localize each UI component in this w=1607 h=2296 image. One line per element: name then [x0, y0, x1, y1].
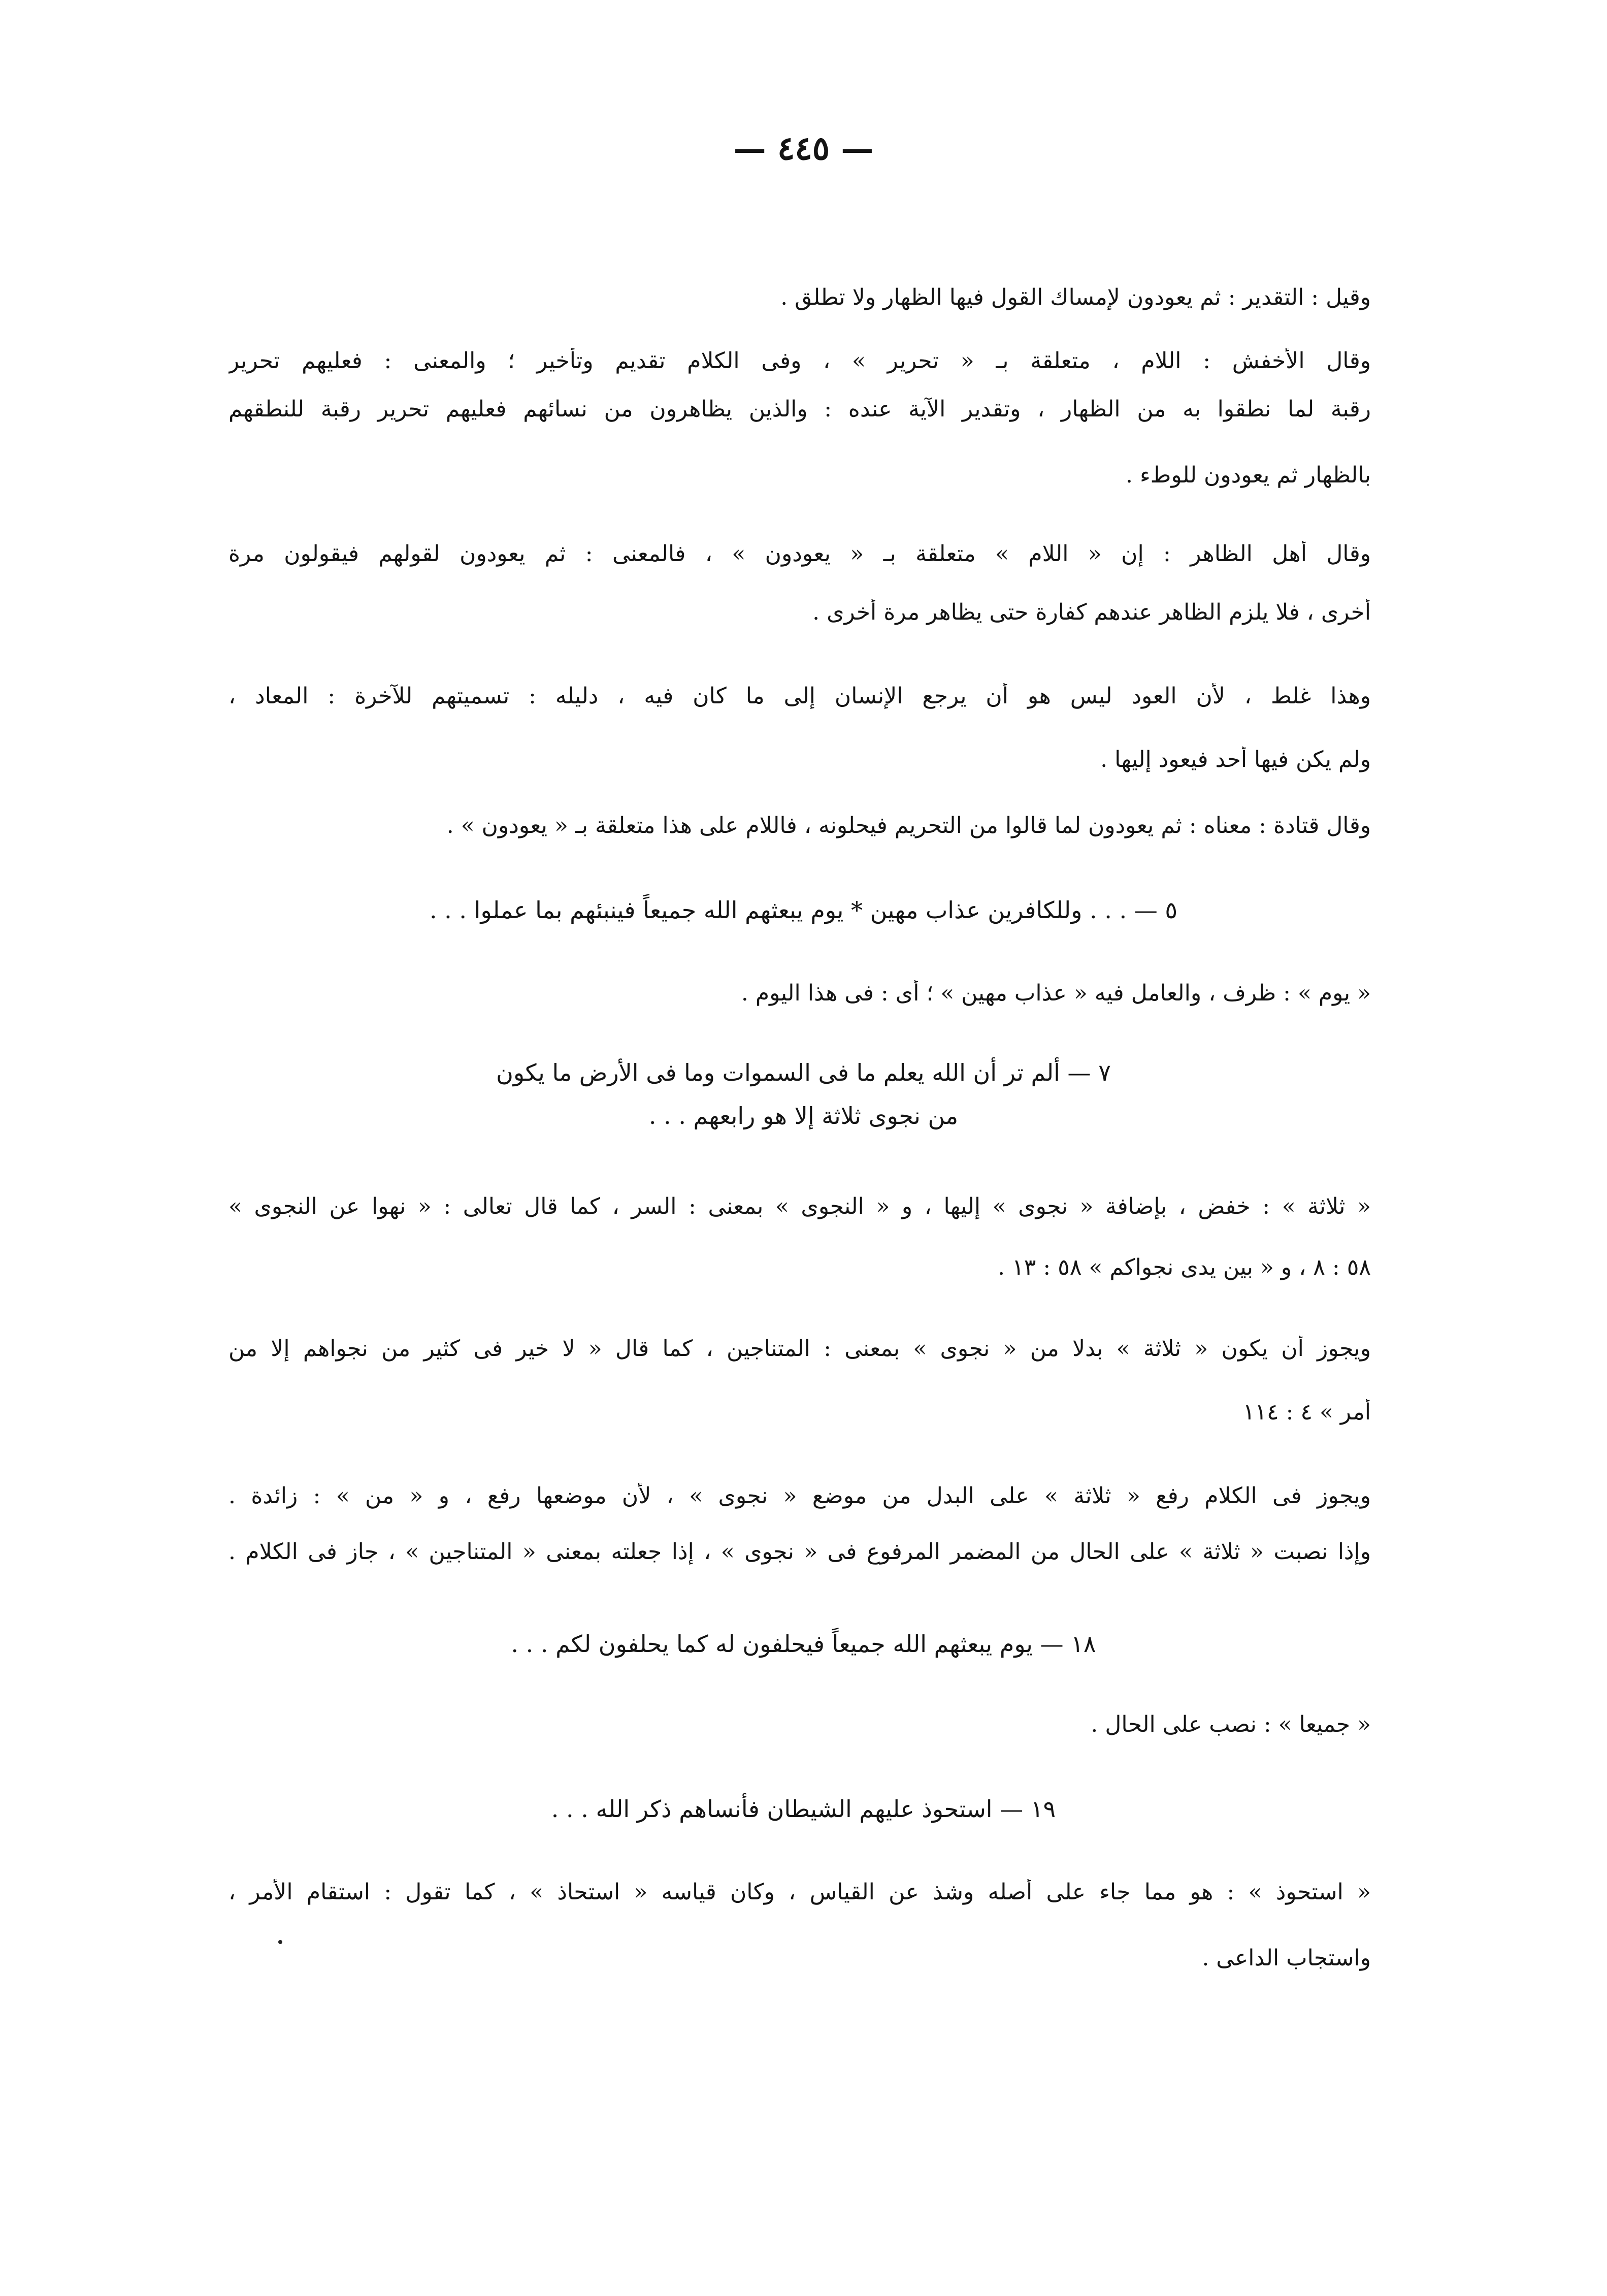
paragraph-line: وقال أهل الظاهر : إن « اللام » متعلقة بـ « يعودون » ، فالمعنى : ثم يعودون لقولهم فيقولون مرة [228, 541, 1371, 567]
quran-verse: ٧ — ألم تر أن الله يعلم ما فى السموات وما فى الأرض ما يكون [496, 1059, 1111, 1086]
ink-speck [278, 1940, 282, 1944]
paragraph-line: وإذا نصبت « ثلاثة » على الحال من المضمر المرفوع فى « نجوى » ، إذا جعلته بمعنى « المتناجين » ، جاز فى الكلام . [228, 1539, 1371, 1565]
paragraph-line: وقال الأخفش : اللام ، متعلقة بـ « تحرير » ، وفى الكلام تقديم وتأخير ؛ والمعنى : فعليهم تحرير [228, 348, 1371, 374]
paragraph-line: أخرى ، فلا يلزم الظاهر عندهم كفارة حتى يظاهر مرة أخرى . [812, 599, 1371, 625]
paragraph-line: بالظهار ثم يعودون للوطء . [1126, 462, 1371, 488]
paragraph-line: واستجاب الداعى . [1202, 1945, 1371, 1971]
quran-verse: ١٨ — يوم يبعثهم الله جميعاً فيحلفون له كما يحلفون لكم . . . [511, 1630, 1096, 1658]
paragraph-line: « جميعا » : نصب على الحال . [1091, 1711, 1371, 1737]
paragraph-line: « استحوذ » : هو مما جاء على أصله وشذ عن القياس ، وكان قياسه « استحاذ » ، كما تقول : استقام الأمر ، [228, 1879, 1371, 1905]
paragraph-line: ٥٨ : ٨ ، و « بين يدى نجواكم » ٥٨ : ١٣ . [998, 1254, 1371, 1280]
quran-verse: ١٩ — استحوذ عليهم الشيطان فأنساهم ذكر الله . . . [551, 1795, 1056, 1823]
paragraph-line: أمر » ٤ : ١١٤ [1242, 1399, 1371, 1425]
quran-verse: ٥ — . . . وللكافرين عذاب مهين * يوم يبعثهم الله جميعاً فينبئهم بما عملوا . . . [429, 896, 1178, 924]
paragraph-line: وهذا غلط ، لأن العود ليس هو أن يرجع الإنسان إلى ما كان فيه ، دليله : تسميتهم للآخرة : المعاد ، [228, 683, 1371, 709]
paragraph-line: ولم يكن فيها أحد فيعود إليها . [1100, 747, 1371, 772]
paragraph-line: وقال قتادة : معناه : ثم يعودون لما قالوا من التحريم فيحلونه ، فاللام على هذا متعلقة بـ « يعودون » . [446, 813, 1371, 838]
paragraph-line: « يوم » : ظرف ، والعامل فيه « عذاب مهين » ؛ أى : فى هذا اليوم . [741, 980, 1371, 1006]
paragraph-line: « ثلاثة » : خفض ، بإضافة « نجوى » إليها ، و « النجوى » بمعنى : السر ، كما قال تعالى : « نهوا عن النجوى » [228, 1193, 1371, 1219]
paragraph-line: ويجوز فى الكلام رفع « ثلاثة » على البدل من موضع « نجوى » ، لأن موضعها رفع ، و « من » : زائدة . [228, 1483, 1371, 1509]
paragraph-line: رقبة لما نطقوا به من الظهار ، وتقدير الآية عنده : والذين يظاهرون من نسائهم فعليهم تحرير رقبة للنطقهم [228, 396, 1371, 422]
page-number: — ٤٤٥ — [733, 130, 874, 168]
paragraph-line: وقيل : التقدير : ثم يعودون لإمساك القول فيها الظهار ولا تطلق . [780, 284, 1371, 310]
quran-verse: من نجوى ثلاثة إلا هو رابعهم . . . [648, 1102, 959, 1129]
paragraph-line: ويجوز أن يكون « ثلاثة » بدلا من « نجوى » بمعنى : المتناجين ، كما قال « لا خير فى كثير من نجواهم إلا من [228, 1336, 1371, 1362]
